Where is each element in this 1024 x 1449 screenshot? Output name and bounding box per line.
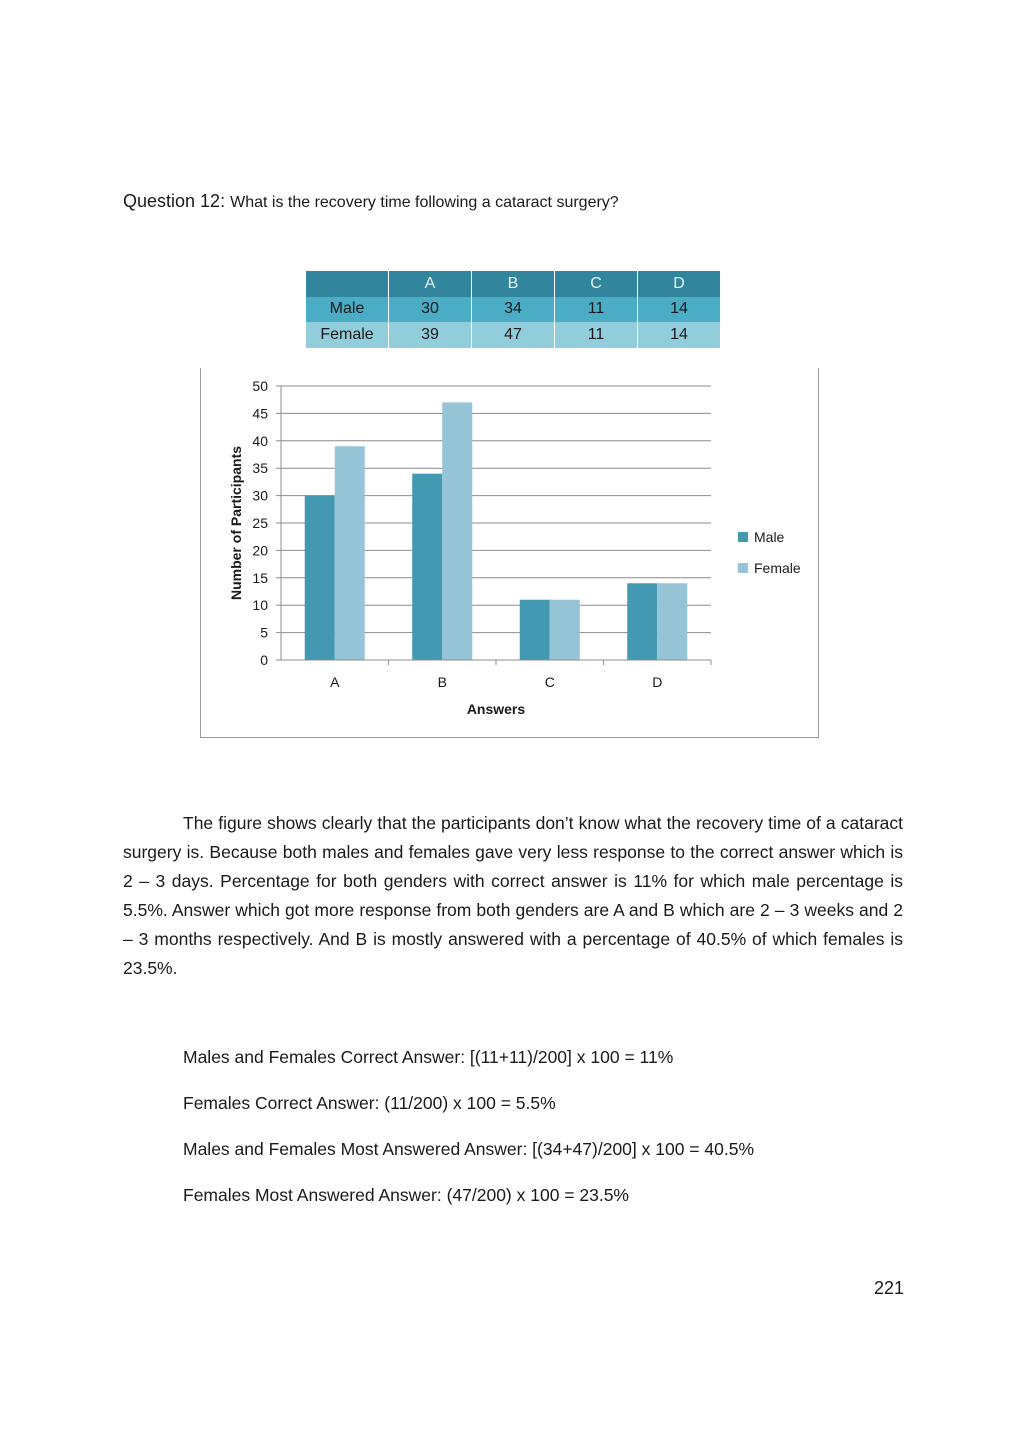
y-axis-title: Number of Participants xyxy=(228,445,244,601)
bar-female-b xyxy=(442,402,472,660)
y-tick-label: 45 xyxy=(252,405,268,422)
chart-frame xyxy=(200,368,819,738)
bar-male-c xyxy=(520,600,550,660)
response-table xyxy=(306,271,721,348)
bar-female-d xyxy=(657,583,687,660)
table-cell: 14 xyxy=(638,322,721,348)
bar-male-d xyxy=(627,583,657,660)
table-cell: 39 xyxy=(389,322,472,348)
table-cell: 11 xyxy=(555,297,638,323)
x-tick-label: D xyxy=(652,674,663,690)
table-header-cell: C xyxy=(555,271,638,297)
table-cell: 47 xyxy=(472,322,555,348)
y-tick-label: 20 xyxy=(252,542,268,559)
table-cell: 14 xyxy=(638,297,721,323)
question-heading xyxy=(123,191,619,212)
table-cell: 34 xyxy=(472,297,555,323)
y-tick-label: 10 xyxy=(252,597,268,614)
table-header-cell: D xyxy=(638,271,721,297)
y-tick-label: 25 xyxy=(252,515,268,531)
x-tick-label: B xyxy=(437,674,447,690)
y-tick-label: 15 xyxy=(252,569,268,586)
table-header-cell: B xyxy=(472,271,555,297)
analysis-paragraph: The figure shows clearly that the participants don’t know what the recovery time of a cataract surgery is. Because both males and females gave very less response to the correct answer which is 2 – 3 days. Percentage for both genders with correct answer is 11% for which male percentage is 5.5%. Answer which got more response from both genders are A and B which are 2 – 3 weeks and 2 – 3 months respectively. And B is mostly answered with a percentage of 40.5% of which females is 23.5%. xyxy=(123,813,903,978)
row-label: Female xyxy=(306,322,389,348)
y-tick-label: 50 xyxy=(252,378,268,394)
question-text: What is the recovery time following a cataract surgery? xyxy=(230,194,619,211)
legend-label-male: Male xyxy=(754,529,785,545)
bar-male-a xyxy=(305,496,335,660)
x-tick-label: C xyxy=(544,674,555,690)
y-tick-label: 5 xyxy=(260,624,268,641)
row-label: Male xyxy=(306,297,389,323)
table-row-male xyxy=(306,297,721,323)
bar-female-a xyxy=(335,446,365,660)
x-axis-title: Answers xyxy=(466,701,526,717)
table-header-cell: A xyxy=(389,271,472,297)
legend-swatch-male xyxy=(738,532,748,542)
question-label: Question 12: xyxy=(123,191,226,211)
y-tick-label: 30 xyxy=(252,487,268,504)
formula-line: Males and Females Most Answered Answer: [(34+47)/200] x 100 = 40.5% xyxy=(183,1139,755,1159)
formula-line: Females Correct Answer: (11/200) x 100 = 5.5% xyxy=(183,1093,556,1113)
page-number: 221 xyxy=(873,1278,904,1298)
bar-chart xyxy=(201,368,820,738)
y-tick-label: 35 xyxy=(252,460,268,477)
table-cell: 11 xyxy=(555,322,638,348)
x-tick-label: A xyxy=(330,674,340,690)
formula-line: Females Most Answered Answer: (47/200) x 100 = 23.5% xyxy=(183,1185,629,1205)
y-tick-label: 40 xyxy=(252,432,268,449)
bar-female-c xyxy=(550,600,580,660)
table-row-female xyxy=(306,322,721,348)
legend-swatch-female xyxy=(738,563,748,573)
table-header-row xyxy=(306,271,721,297)
y-tick-label: 0 xyxy=(260,652,268,668)
formula-line: Males and Females Correct Answer: [(11+11)/200] x 100 = 11% xyxy=(183,1047,674,1067)
legend-label-female: Female xyxy=(754,560,801,576)
table-header-cell xyxy=(306,271,389,297)
table-cell: 30 xyxy=(389,297,472,323)
bar-male-b xyxy=(412,474,442,660)
